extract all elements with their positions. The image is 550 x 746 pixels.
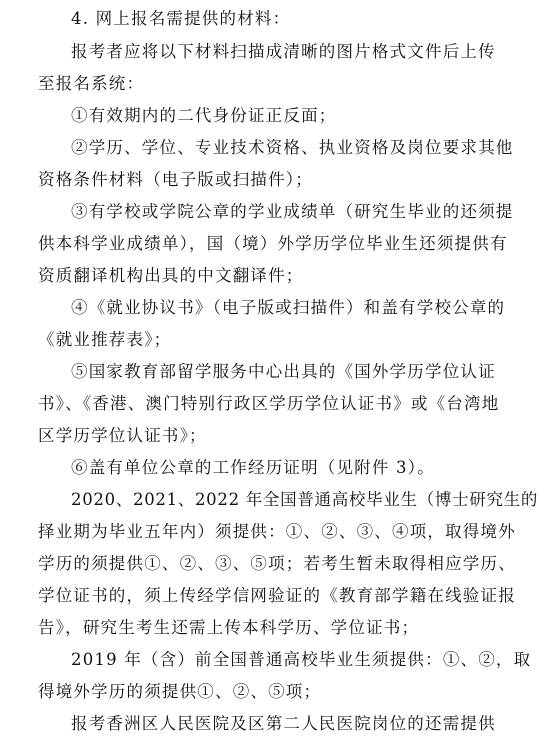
text-line: 学位证书的，须上传经学信网验证的《教育部学籍在线验证报 bbox=[38, 586, 516, 605]
text-line: 4. 网上报名需提供的材料： bbox=[71, 9, 291, 28]
text-line: 报考者应将以下材料扫描成清晰的图片格式文件后上传 bbox=[71, 42, 496, 61]
text-line: 书》、《香港、澳门特别行政区学历学位认证书》或《台湾地 bbox=[38, 394, 500, 413]
text-line: 择业期为毕业五年内）须提供：①、②、③、④项，取得境外 bbox=[38, 522, 516, 541]
text-line: 区学历学位认证书》； bbox=[38, 426, 207, 445]
text-line: ②学历、学位、专业技术资格、执业资格及岗位要求其他 bbox=[71, 138, 514, 157]
text-line: 2020、2021、2022 年全国普通高校毕业生（博士研究生的 bbox=[71, 490, 539, 509]
text-line: ①有效期内的二代身份证正反面； bbox=[71, 106, 337, 125]
text-line: 告》，研究生考生还需上传本科学历、学位证书； bbox=[38, 618, 420, 637]
text-line: ③有学校或学院公章的学业成绩单（研究生毕业的还须提 bbox=[71, 202, 514, 221]
text-line: 供本科学业成绩单），国（境）外学历学位毕业生还须提供有 bbox=[38, 234, 508, 253]
text-line: 学历的须提供①、②、③、⑤项；若考生暂未取得相应学历、 bbox=[38, 554, 516, 573]
text-line: 2019 年（含）前全国普通高校毕业生须提供：①、②，取 bbox=[71, 650, 532, 669]
text-line: ④《就业协议书》（电子版或扫描件）和盖有学校公章的 bbox=[71, 298, 506, 317]
text-line: 《就业推荐表》； bbox=[38, 330, 172, 349]
text-line: ⑥盖有单位公章的工作经历证明（见附件 3）。 bbox=[71, 458, 435, 477]
text-line: 报考香洲区人民医院及区第二人民医院岗位的还需提供 bbox=[71, 714, 496, 733]
text-line: 资质翻译机构出具的中文翻译件； bbox=[38, 266, 304, 285]
text-line: 得境外学历的须提供①、②、⑤项； bbox=[38, 682, 322, 701]
text-line: ⑤国家教育部留学服务中心出具的《国外学历学位认证 bbox=[71, 362, 496, 381]
text-line: 至报名系统： bbox=[38, 74, 145, 93]
text-line: 资格条件材料（电子版或扫描件）； bbox=[38, 170, 313, 189]
